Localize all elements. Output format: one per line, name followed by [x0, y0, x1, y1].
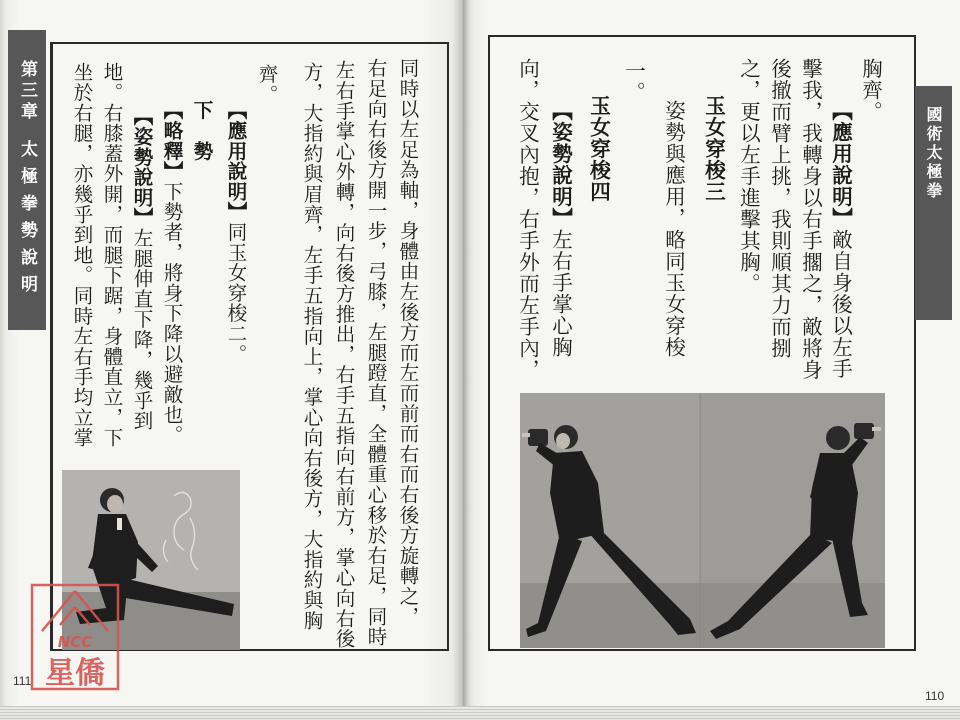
chapter-title: 太極拳勢說明	[17, 140, 37, 302]
body-text-column: 胸齊。	[858, 58, 883, 123]
body-text-column: 一。	[621, 60, 646, 103]
chapter-tab	[8, 30, 46, 330]
posture-text: 左腿伸直下降，幾乎到	[130, 227, 154, 431]
section-heading: 玉女穿梭三	[701, 95, 726, 203]
body-text-column: 擊我，我轉身以右手擱之，敵將身	[798, 58, 823, 381]
body-text-column: 後撤而臂上挑，我則順其力而捌	[767, 58, 792, 359]
posture-text: 左右手掌心胸	[548, 229, 573, 358]
body-text-column: 方，大指約與眉齊，左手五指向上，掌心向右後方，大指約與胸	[300, 62, 324, 631]
posture-label: 【姿勢說明】	[130, 106, 154, 228]
page-number: 110	[925, 689, 945, 703]
body-text-column: 地。右膝蓋外開，而腿下踞，身體直立，下	[100, 62, 124, 448]
book-title: 國術太極拳	[924, 106, 943, 201]
application-note-column	[830, 100, 851, 380]
stamp-latin-text: NCC	[57, 633, 93, 651]
stamp-roof	[42, 591, 108, 631]
book-gutter	[452, 0, 474, 706]
body-text-column: 同時以左足為軸，身體由左後方而左而前而右而右後方旋轉之，	[396, 58, 420, 627]
photo-floor	[520, 583, 885, 648]
page-number: 111	[13, 674, 32, 688]
posture-column	[132, 106, 152, 431]
photo-wall	[62, 470, 240, 592]
chapter-number: 第三章	[17, 60, 37, 123]
body-text-column: 齊。	[255, 64, 279, 105]
posture-column	[550, 100, 571, 358]
application-label: 【應用說明】	[224, 100, 248, 222]
page-edges	[0, 706, 960, 720]
body-text-column: 坐於右腿，亦幾乎到地。同時左右手均立掌	[70, 62, 94, 448]
application-text: 同玉女穿梭二。	[224, 221, 248, 364]
section-heading: 玉女穿梭四	[586, 95, 611, 203]
body-text-column: 之，更以左手進擊其胸。	[736, 58, 761, 295]
body-text-column: 左右手掌心外轉，向右後方推出，右手五指向右前方，掌心向右後	[332, 60, 356, 649]
posture-label: 【姿勢說明】	[548, 100, 573, 229]
ncc-stamp-logo	[30, 583, 120, 691]
body-text-column: 向，交叉內抱，右手外而左手內，	[515, 58, 540, 381]
brief-label: 【略釋】	[160, 100, 184, 182]
book-title-tab	[915, 86, 952, 320]
jade-maiden-posture-photo	[520, 393, 885, 648]
application-label: 【應用說明】	[828, 100, 853, 229]
brief-text: 下勢者，將身下降以避敵也。	[160, 181, 184, 446]
body-text-column: 姿勢與應用，略同玉女穿梭	[661, 100, 686, 358]
stamp-inner-roof	[60, 607, 90, 625]
application-text: 敵自身後以左手	[828, 229, 853, 380]
body-text-column: 右足向右後方開一步，弓膝，左腿蹬直，全體重心移於右足，同時	[364, 58, 388, 647]
stamp-chinese-text: 星僑	[45, 656, 105, 691]
section-heading: 下 勢	[190, 100, 214, 161]
application-note-column	[226, 100, 246, 364]
brief-column	[162, 100, 182, 445]
